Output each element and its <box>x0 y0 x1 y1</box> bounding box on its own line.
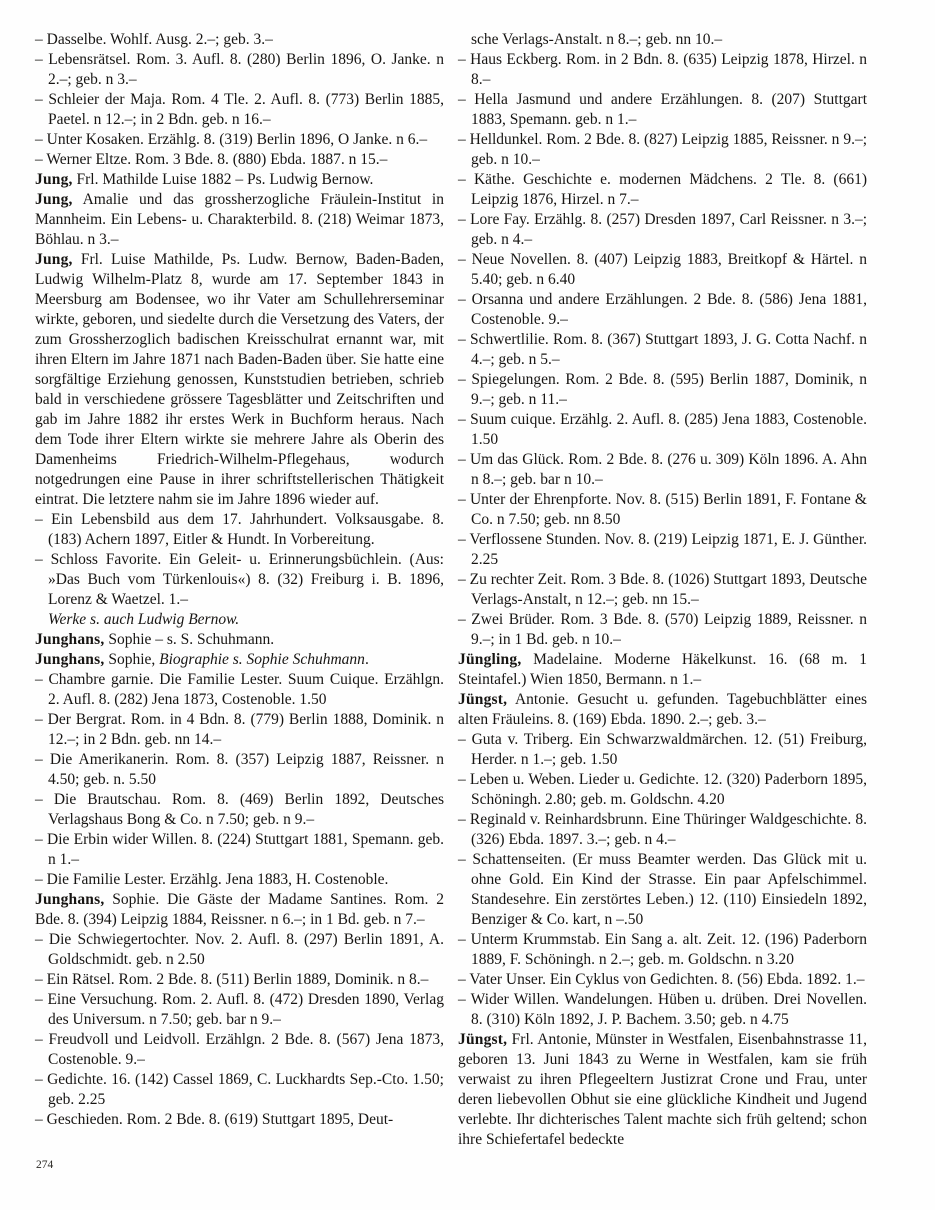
entry: – Dasselbe. Wohlf. Ausg. 2.–; geb. 3.– <box>35 31 273 48</box>
entry: Werke s. auch Ludwig Bernow. <box>48 611 240 628</box>
entry: – Helldunkel. Rom. 2 Bde. 8. (827) Leipzig 1885, Reissner. n 9.–; geb. n 10.– <box>458 131 867 168</box>
entry: – Die Amerikanerin. Rom. 8. (357) Leipzig 1887, Reissner. n 4.50; geb. n. 5.50 <box>35 751 444 788</box>
page-number: 274 <box>36 1159 54 1171</box>
entry: – Schwertlilie. Rom. 8. (367) Stuttgart 1893, J. G. Cotta Nachf. n 4.–; geb. n 5.– <box>458 331 867 368</box>
column-left <box>35 30 444 1150</box>
entry: – Schattenseiten. (Er muss Beamter werden. Das Glück mit u. ohne Gold. Ein Kind der Strasse. Ein paar Apfelschimmel. Standesehre. Ein zerstörtes Leben.) 12. (110) Einsiedeln 1892, Benziger & Co. kart, n –.50 <box>458 851 867 928</box>
entry: – Haus Eckberg. Rom. in 2 Bdn. 8. (635) Leipzig 1878, Hirzel. n 8.– <box>458 51 867 88</box>
entry: – Geschieden. Rom. 2 Bde. 8. (619) Stuttgart 1895, Deut- <box>35 1111 394 1128</box>
entry: – Lebensrätsel. Rom. 3. Aufl. 8. (280) Berlin 1896, O. Janke. n 2.–; geb. n 3.– <box>35 51 444 88</box>
entry: – Die Brautschau. Rom. 8. (469) Berlin 1892, Deutsches Verlagshaus Bong & Co. n 7.50; geb. n 9.– <box>35 791 444 828</box>
entry: sche Verlags-Anstalt. n 8.–; geb. nn 10.– <box>471 31 723 48</box>
entry: Junghans, Sophie, Biographie s. Sophie Schuhmann. <box>35 651 369 668</box>
entry: – Neue Novellen. 8. (407) Leipzig 1883, Breitkopf & Härtel. n 5.40; geb. n 6.40 <box>458 251 867 288</box>
entry: Jung, Amalie und das grossherzogliche Fräulein-Institut in Mannheim. Ein Lebens- u. Charakterbild. 8. (218) Weimar 1873, Böhlau. n 3.– <box>35 191 444 248</box>
column-right <box>458 30 867 1150</box>
entry: Jung, Frl. Mathilde Luise 1882 – Ps. Ludwig Bernow. <box>35 171 374 188</box>
entry: – Suum cuique. Erzählg. 2. Aufl. 8. (285) Jena 1883, Costenoble. 1.50 <box>458 411 867 448</box>
text-block <box>35 30 867 1150</box>
entry: – Freudvoll und Leidvoll. Erzählgn. 2 Bde. 8. (567) Jena 1873, Costenoble. 9.– <box>35 1031 444 1068</box>
entry: – Käthe. Geschichte e. modernen Mädchens. 2 Tle. 8. (661) Leipzig 1876, Hirzel. n 7.– <box>458 171 867 208</box>
entry: – Verflossene Stunden. Nov. 8. (219) Leipzig 1871, E. J. Günther. 2.25 <box>458 531 867 568</box>
entry: – Zwei Brüder. Rom. 3 Bde. 8. (570) Leipzig 1889, Reissner. n 9.–; in 1 Bd. geb. n 10.– <box>458 611 867 648</box>
entry: – Die Familie Lester. Erzählg. Jena 1883, H. Costenoble. <box>35 871 389 888</box>
entry: – Hella Jasmund und andere Erzählungen. 8. (207) Stuttgart 1883, Spemann. geb. n 1.– <box>458 91 867 128</box>
entry: Jüngling, Madelaine. Moderne Häkelkunst. 16. (68 m. 1 Steintafel.) Wien 1850, Bermann. n 1.– <box>458 651 867 688</box>
entry: Junghans, Sophie. Die Gäste der Madame Santines. Rom. 2 Bde. 8. (394) Leipzig 1884, Reissner. n 6.–; in 1 Bd. geb. n 7.– <box>35 891 444 928</box>
entry: – Spiegelungen. Rom. 2 Bde. 8. (595) Berlin 1887, Dominik, n 9.–; geb. n 11.– <box>458 371 867 408</box>
entry: – Reginald v. Reinhardsbrunn. Eine Thüringer Waldgeschichte. 8. (326) Ebda. 1897. 3.–; geb. n 4.– <box>458 811 867 848</box>
entry: – Unterm Krummstab. Ein Sang a. alt. Zeit. 12. (196) Paderborn 1889, F. Schöningh. n 2.–; geb. m. Goldschn. n 3.20 <box>458 931 867 968</box>
entry: Junghans, Sophie – s. S. Schuhmann. <box>35 631 275 648</box>
entry: Jüngst, Frl. Antonie, Münster in Westfalen, Eisenbahnstrasse 11, geboren 13. Juni 1843 zu Werne in Westfalen, kam sie früh verwaist zu ihren Pflegeeltern Justizrat Crone und Frau, unter deren liebevollen Obhut sie eine glückliche Kindheit und Jugend verlebte. Ihr dichterisches Talent machte sich früh geltend; schon ihre Schiefertafel bedeckte <box>458 1031 867 1148</box>
entry: – Guta v. Triberg. Ein Schwarzwaldmärchen. 12. (51) Freiburg, Herder. n 1.–; geb. 1.50 <box>458 731 867 768</box>
entry: – Ein Lebensbild aus dem 17. Jahrhundert. Volksausgabe. 8. (183) Achern 1897, Eitler & Hundt. In Vorbereitung. <box>35 511 444 548</box>
entry: – Unter der Ehrenpforte. Nov. 8. (515) Berlin 1891, F. Fontane & Co. n 7.50; geb. nn 8.50 <box>458 491 867 528</box>
entry: – Werner Eltze. Rom. 3 Bde. 8. (880) Ebda. 1887. n 15.– <box>35 151 388 168</box>
entry: Jung, Frl. Luise Mathilde, Ps. Ludw. Bernow, Baden-Baden, Ludwig Wilhelm-Platz 8, wurde am 17. September 1843 in Meersburg am Bodensee, wo ihr Vater am Schullehrerseminar wirkte, geboren, und siedelte durch die Versetzung des Vaters, der zum Grossherzoglich badischen Kreisschulrat ernannt war, mit ihren Eltern im Jahre 1871 nach Baden-Baden über. Sie hatte eine sorgfältige Erziehung genossen, Kunststudien betrieben, schrieb bald in verschiedene grössere Tagesblätter und Zeitschriften und gab im Jahre 1882 ihr erstes Werk in Buchform heraus. Nach dem Tode ihrer Eltern wirkte sie mehrere Jahre als Oberin des Damenheims Friedrich-Wilhelm-Pflegehaus, wodurch notgedrungen eine Pause in ihrer schriftstellerischen Thätigkeit eintrat. Die letztere nahm sie im Jahre 1896 wieder auf. <box>35 251 444 508</box>
entry: – Der Bergrat. Rom. in 4 Bdn. 8. (779) Berlin 1888, Dominik. n 12.–; in 2 Bdn. geb. nn 14.– <box>35 711 444 748</box>
entry: – Vater Unser. Ein Cyklus von Gedichten. 8. (56) Ebda. 1892. 1.– <box>458 971 865 988</box>
entry: – Unter Kosaken. Erzählg. 8. (319) Berlin 1896, O Janke. n 6.– <box>35 131 428 148</box>
entry: – Schloss Favorite. Ein Geleit- u. Erinnerungsbüchlein. (Aus: »Das Buch vom Türkenlouis«) 8. (32) Freiburg i. B. 1896, Lorenz & Waetzel. 1.– <box>35 551 444 608</box>
entry: – Lore Fay. Erzählg. 8. (257) Dresden 1897, Carl Reissner. n 3.–; geb. n 4.– <box>458 211 867 248</box>
entry: – Chambre garnie. Die Familie Lester. Suum Cuique. Erzählgn. 2. Aufl. 8. (282) Jena 1873, Costenoble. 1.50 <box>35 671 444 708</box>
entry: – Ein Rätsel. Rom. 2 Bde. 8. (511) Berlin 1889, Dominik. n 8.– <box>35 971 429 988</box>
entry: – Die Erbin wider Willen. 8. (224) Stuttgart 1881, Spemann. geb. n 1.– <box>35 831 444 868</box>
entry: – Wider Willen. Wandelungen. Hüben u. drüben. Drei Novellen. 8. (310) Köln 1892, J. P. Bachem. 3.50; geb. n 4.75 <box>458 991 867 1028</box>
entry: – Gedichte. 16. (142) Cassel 1869, C. Luckhardts Sep.-Cto. 1.50; geb. 2.25 <box>35 1071 444 1108</box>
entry: – Eine Versuchung. Rom. 2. Aufl. 8. (472) Dresden 1890, Verlag des Universum. n 7.50; geb. bar n 9.– <box>35 991 444 1028</box>
entry: – Schleier der Maja. Rom. 4 Tle. 2. Aufl. 8. (773) Berlin 1885, Paetel. n 12.–; in 2 Bdn. geb. n 16.– <box>35 91 444 128</box>
entry: – Um das Glück. Rom. 2 Bde. 8. (276 u. 309) Köln 1896. A. Ahn n 8.–; geb. bar n 10.– <box>458 451 867 488</box>
entry: – Leben u. Weben. Lieder u. Gedichte. 12. (320) Paderborn 1895, Schöningh. 2.80; geb. m. Goldschn. 4.20 <box>458 771 867 808</box>
entry: Jüngst, Antonie. Gesucht u. gefunden. Tagebuchblätter eines alten Fräuleins. 8. (169) Ebda. 1890. 2.–; geb. 3.– <box>458 691 867 728</box>
entry: – Zu rechter Zeit. Rom. 3 Bde. 8. (1026) Stuttgart 1893, Deutsche Verlags-Anstalt, n 12.–; geb. nn 15.– <box>458 571 867 608</box>
entry: – Orsanna und andere Erzählungen. 2 Bde. 8. (586) Jena 1881, Costenoble. 9.– <box>458 291 867 328</box>
entry: – Die Schwiegertochter. Nov. 2. Aufl. 8. (297) Berlin 1891, A. Goldschmidt. geb. n 2.50 <box>35 931 444 968</box>
